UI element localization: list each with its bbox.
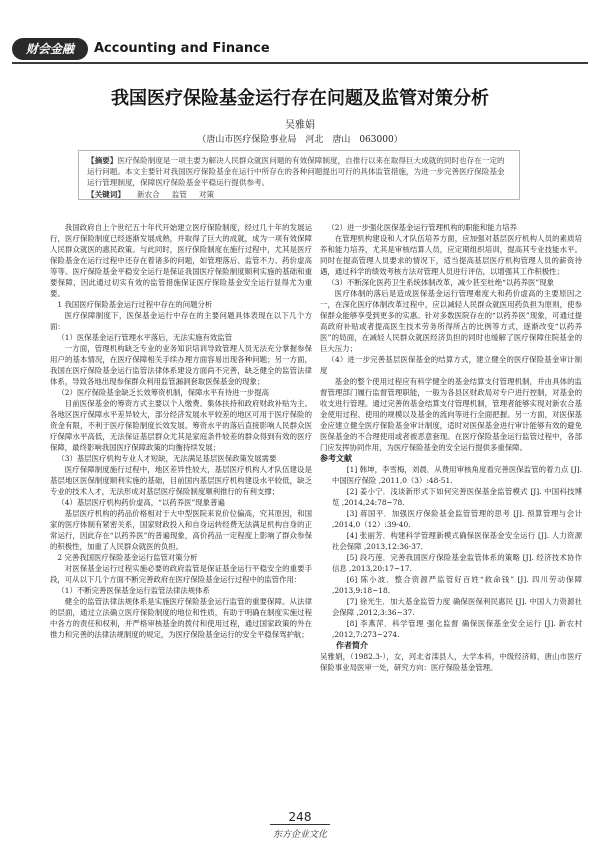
author-note-title: 作者简介 [336,640,368,650]
abstract-box [78,150,520,200]
subsection-heading: （1）医保基金运行管理水平落后，无法实施有效监管 [57,333,233,342]
paragraph: 医疗保障制度下，医保基金运行中存在的主要问题具体表现在以下几个方面： [50,311,312,331]
section-name: Accounting and Finance [94,41,270,56]
journal-name: 东方企业文化 [272,830,327,840]
subsection-heading: （4）基层医疗机构药价虚高，“以药养医”现象普遍 [57,498,225,507]
paragraph: 医疗保障制度施行过程中，地区差异性较大，基层医疗机构人才队伍建设是基层地区医保制度顺利实施的基础，目前国内基层医疗机构建设水平较低，缺乏专业的技术人才，无法形成对基层医疗保险制度顺利推行的有利支撑； [50,465,312,496]
left-column [50,222,312,782]
subsection-heading: （4）进一步完善基层医保基金的结算方式，建立健全的医疗保险基金审计制度 [320,355,582,375]
keyword: 监管 [171,190,187,199]
paragraph: 在管理机构建设和人才队伍培养方面，应加强对基层医疗机构人员的素质培养和能力培养，尤其是审核结算人员，应定期组织培训，提高其专业技能水平。同时在提高管理人员要求的情况下，适当提高基层医疗机构管理人员的薪资待遇，通过科学的绩效考核方法对管理人员进行评估，以增强其工作积极性； [320,234,582,276]
section-badge: 财会金融 [12,38,88,60]
reference-item: [1] 韩坤，李雪梅，刘晨．从费用审核角度看完善医保监管的着力点 [J]. 中国医疗保险 ,2011,0（3）:48-51. [332,465,582,485]
paragraph: 对医保基金运行过程实施必要的政府监管是保证基金运行平稳安全的重要手段，可从以下几个方面不断完善政府在医疗保险基金运行过程中的监管作用： [50,564,312,584]
paragraph: 健全的监管法律法规体系是实施医疗保险基金运行监管的重要保障。从法律的层面，通过立法确立医疗保险制度的地位和性质，有助于明确在制度实施过程中各方的责任和权利，并严格审核基金的拨付和使用过程，通过国家政策的外在推力和完善的法律法规制度的规定，为医疗保险基金运行的安全平稳保驾护航； [50,597,312,639]
section-heading: 2 完善我国医疗保险基金运行监管对策分析 [57,553,198,562]
reference-item: [8] 李燕萍．科学管理 强化监督 确保医保基金安全运行 [J]. 新农村 ,2012,7:273~274. [332,619,582,639]
reference-item: [2] 姜小宁．浅谈新形式下如何完善医保基金监管模式 [J]. 中国科技博览 ,2014,24:78~78. [332,487,582,507]
subsection-heading: （2）医疗保险基金缺乏长效筹资机制，保障水平有待进一步提高 [57,388,270,397]
reference-item: [3] 蒋国平．加强医疗保险基金监管管理的思考 [J]. 预算管理与会计 ,2014,0（12）:39-40. [332,509,582,529]
reference-item: [6] 陈小波．整合资源严监管好百姓“救命钱” [J]. 四川劳动保障 ,2013,9:18~18. [332,575,582,595]
subsection-heading: （1）不断完善医保基金运行监管法律法规体系 [57,586,210,595]
footer-divider [270,824,330,825]
author-affiliation: （唐山市医疗保险事业局 河北 唐山 063000） [197,135,403,145]
section-heading: 1 我国医疗保险基金运行过程中存在的问题分析 [57,300,213,309]
article-title: 我国医疗保险基金运行存在问题及监管对策分析 [111,88,489,109]
subsection-heading: （3）基层医疗机构专业人才短缺，无法满足基层医保政策发展需要 [57,454,277,463]
keyword: 新农合 [136,190,160,199]
keyword: 对策 [198,190,215,199]
page-number: 248 [288,810,312,824]
subsection-heading: （2）进一步强化医保基金运行管理机构的职能和能力培养 [327,223,517,232]
paragraph: 医疗体制的落后是造成医保基金运行管理难度大和药价虚高的主要原因之一，在深化医疗体制改革过程中，应以减轻人民群众就医用药负担为原则，使参保群众能够享受到更多的实惠。针对多数医院存在的“以药养医”现象，可通过提高政府补贴或者提高医生技术劳务所得所占的比例等方式，逐渐改变“以药养医”的局面，在减轻人民群众就医经济负担的同时也缓解了医疗保障住院基金的巨大压力； [320,289,582,353]
reference-item: [4] 张丽芳．构建科学管理新模式确保医保基金安全运行 [J]. 人力资源社会保障 ,2013,12:36-37. [332,531,582,551]
paragraph: 我国政府自上个世纪五十年代开始建立医疗保险制度，经过几十年的发展运行，医疗保险制度已经逐渐发展成熟，并取得了巨大的成就，成为一项有效保障人民群众就医的惠民政策。与此同时，医疗保险制度在施行过程中，尤其是医疗保险基金在运行过程中还存在着诸多的问题，如管理落后、监管不力、药价虚高等等。医疗保险基金平稳安全运行是保证我国医疗保险制度顺利实施的基础和重要保障，因此通过切实有效的监管措施保证医疗保险基金安全运行显得尤为重要。 [50,223,312,298]
paragraph: 一方面，管理机构缺乏专业的业务知识培训导致管理人员无法充分掌握参保用户的基本情况，在医疗保障相关手续办理方面容易出现各种问题；另一方面，我国在医疗保险基金运行监管法律体系建设方面尚不完善，缺乏健全的监管法律体系，导致各地出现参保群众利用监管漏洞套取医保基金的现象； [50,344,312,386]
subsection-heading: （3）不断深化医药卫生系统体制改革，减少甚至杜绝“以药养医”现象 [327,278,554,287]
section-header [12,36,588,64]
right-column [320,222,582,782]
paragraph: 目前医保基金的筹资方式主要以个人缴费、集体扶持和政府财政补贴为主。各地区医疗保障水平差异较大，部分经济发展水平较差的地区可用于医疗保险的资金有限，不利于医疗保险制度长效发展。筹资水平的落后直接影响人民群众医疗保障水平高低，无法保证基层群众尤其是家庭条件较差的群众得到有效的医疗保障，最终影响我国医疗保障政策的均衡持续发展； [50,399,312,452]
abstract-text: 医疗保险制度是一项主要为解决人民群众就医问题的有效保障制度，自推行以来在取得巨大成就的同时也存在一定的运行问题。本文主要针对我国医疗保险基金在运行中所存在的各种问题提出可行的具体监管措施，为进一步完善医疗保险基金运行管理制度，保障医疗保险基金平稳运行提供参考。 [87,156,505,187]
references-title: 参考文献 [320,453,352,463]
abstract [87,155,511,188]
reference-item: [7] 徐光生．加大基金监管力度 确保医保利民惠民 [J]. 中国人力资源社会保障 ,2012,3:36~37. [332,597,582,617]
author-note: 吴雅娟，（1982.3-），女，河北省滦县人，大学本科，中级经济师，唐山市医疗保险事业局医审一处，研究方向：医疗保险基金管理。 [320,652,582,672]
reference-item: [5] 段巧莲．完善我国医疗保险基金监管体系的策略 [J]. 经济技术协作信息 ,2013,20:17~17. [332,553,582,573]
paragraph: 基金的整个使用过程应有科学健全的基金结算支付管理机制，并由具体的监督管理部门履行监督管理职能，一般为各县区财政局对专户进行控制，对基金的收支进行管理。通过完善的基金结算支付管理机制，管理者能够实现对新农合基金使用过程、使用的规模以及基金的流向等进行全面把握。另一方面，对医保基金应建立健全医疗保险基金审计制度，适时对医保基金进行审计能够有效的避免医保基金的不合理使用或者被恶意套现。在医疗保险基金运行监管过程中，各部门应发挥协同作用，为医疗保险基金的安全运行提供多重保障。 [320,377,582,452]
paragraph: 基层医疗机构的药品价格相对于大中型医院来说价位偏高，究其原因，和国家的医疗体制有紧密关系，国家财政投入和自身运转经费无法满足机构自身的正常运行，因此存在“以药养医”的普遍现象，高价药品一定程度上影响了群众参保的积极性，加重了人民群众就医的负担。 [50,509,312,551]
abstract-label: 【摘要】 [87,156,118,165]
keywords [87,189,511,200]
author-name: 吴雅娟 [285,120,315,131]
keywords-label: 【关键词】 [87,190,125,199]
